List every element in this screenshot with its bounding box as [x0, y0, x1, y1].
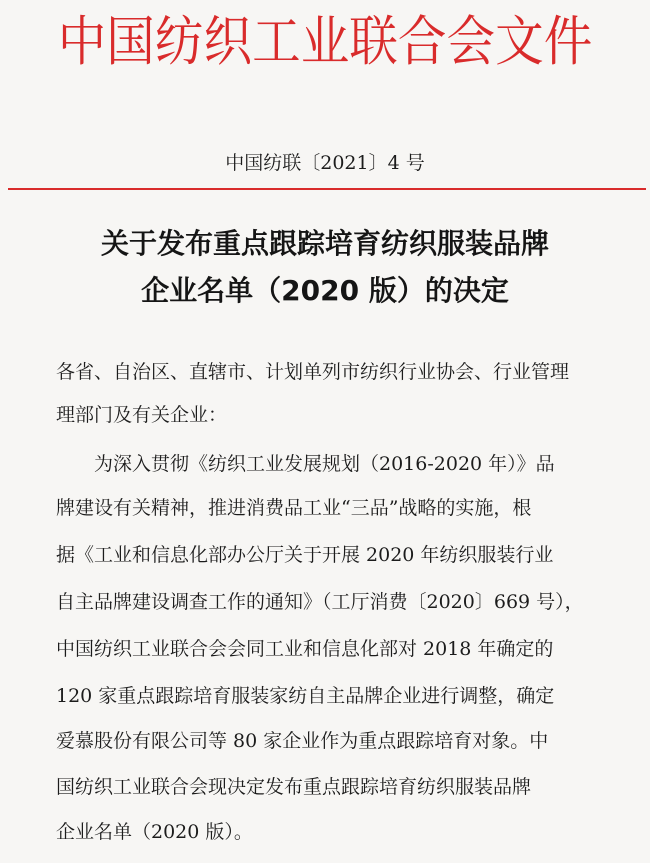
- body-line: 国纺织工业联合会现决定发布重点跟踪培育纺织服装品牌: [56, 776, 532, 798]
- body-line: 各省、自治区、直辖市、计划单列市纺织行业协会、行业管理: [56, 361, 570, 383]
- document-title-line-2: 企业名单（2020 版）的决定: [141, 274, 509, 307]
- body-line: 牌建设有关精神，推进消费品工业“三品”战略的实施，根: [56, 497, 532, 519]
- body-line: 爱慕股份有限公司等 80 家企业作为重点跟踪培育对象。中: [56, 730, 549, 752]
- body-line: 中国纺织工业联合会会同工业和信息化部对 2018 年确定的: [56, 638, 554, 660]
- body-line: 理部门及有关企业：: [56, 404, 228, 426]
- red-divider-rule: [8, 188, 646, 190]
- body-line: 企业名单（2020 版）。: [56, 821, 253, 843]
- body-line: 自主品牌建设调查工作的通知》（工厅消费〔2020〕669 号），: [56, 591, 584, 613]
- document-title-line-1: 关于发布重点跟踪培育纺织服装品牌: [100, 227, 549, 260]
- letterhead-title: 中国纺织工业联合会文件: [57, 10, 593, 73]
- body-line: 为深入贯彻《纺织工业发展规划（2016-2020 年）》品: [94, 453, 555, 475]
- body-line: 据《工业和信息化部办公厅关于开展 2020 年纺织服装行业: [56, 544, 554, 566]
- document-number: 中国纺联〔2021〕4 号: [225, 152, 425, 174]
- body-line: 120 家重点跟踪培育服装家纺自主品牌企业进行调整，确定: [56, 685, 555, 707]
